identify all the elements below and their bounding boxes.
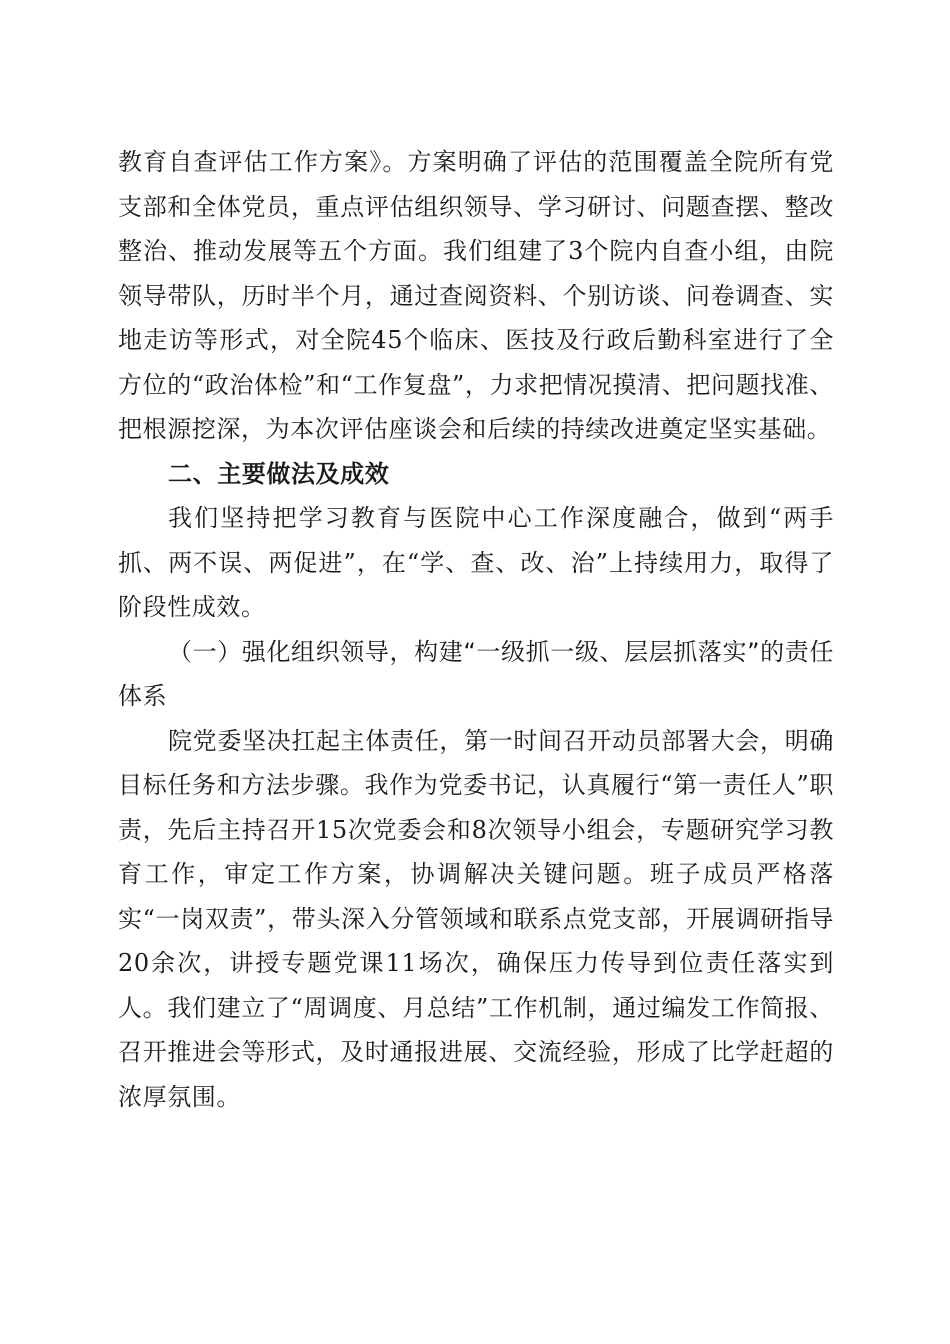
section-heading-main-practices: 二、主要做法及成效 (168, 459, 390, 488)
document-body (118, 140, 834, 1119)
paragraph-section-intro: 我们坚持把学习教育与医院中心工作深度融合，做到“两手抓、两不误、两促进”，在“学、查、改、治”上持续用力，取得了阶段性成效。 (118, 504, 834, 621)
paragraph-continuation: 教育自查评估工作方案》。方案明确了评估的范围覆盖全院所有党支部和全体党员，重点评估组织领导、学习研讨、问题查摆、整改整治、推动发展等五个方面。我们组建了3个院内自查小组，由院领导带队，历时半个月，通过查阅资料、个别访谈、问卷调查、实地走访等形式，对全院45个临床、医技及行政后勤科室进行了全方位的“政治体检”和“工作复盘”，力求把情况摸清、把问题找准、把根源挖深，为本次评估座谈会和后续的持续改进奠定坚实基础。 (118, 148, 834, 443)
paragraph-organization-detail: 院党委坚决扛起主体责任，第一时间召开动员部署大会，明确目标任务和方法步骤。我作为党委书记，认真履行“第一责任人”职责，先后主持召开15次党委会和8次领导小组会，专题研究学习教育工作，审定工作方案，协调解决关键问题。班子成员严格落实“一岗双责”，带头深入分管领域和联系点党支部，开展调研指导20余次，讲授专题党课11场次，确保压力传导到位责任落实到人。我们建立了“周调度、月总结”工作机制，通过编发工作简报、召开推进会等形式，及时通报进展、交流经验，形成了比学赶超的浓厚氛围。 (118, 726, 834, 1111)
subsection-heading-organization: （一）强化组织领导，构建“一级抓一级、层层抓落实”的责任体系 (118, 637, 834, 710)
